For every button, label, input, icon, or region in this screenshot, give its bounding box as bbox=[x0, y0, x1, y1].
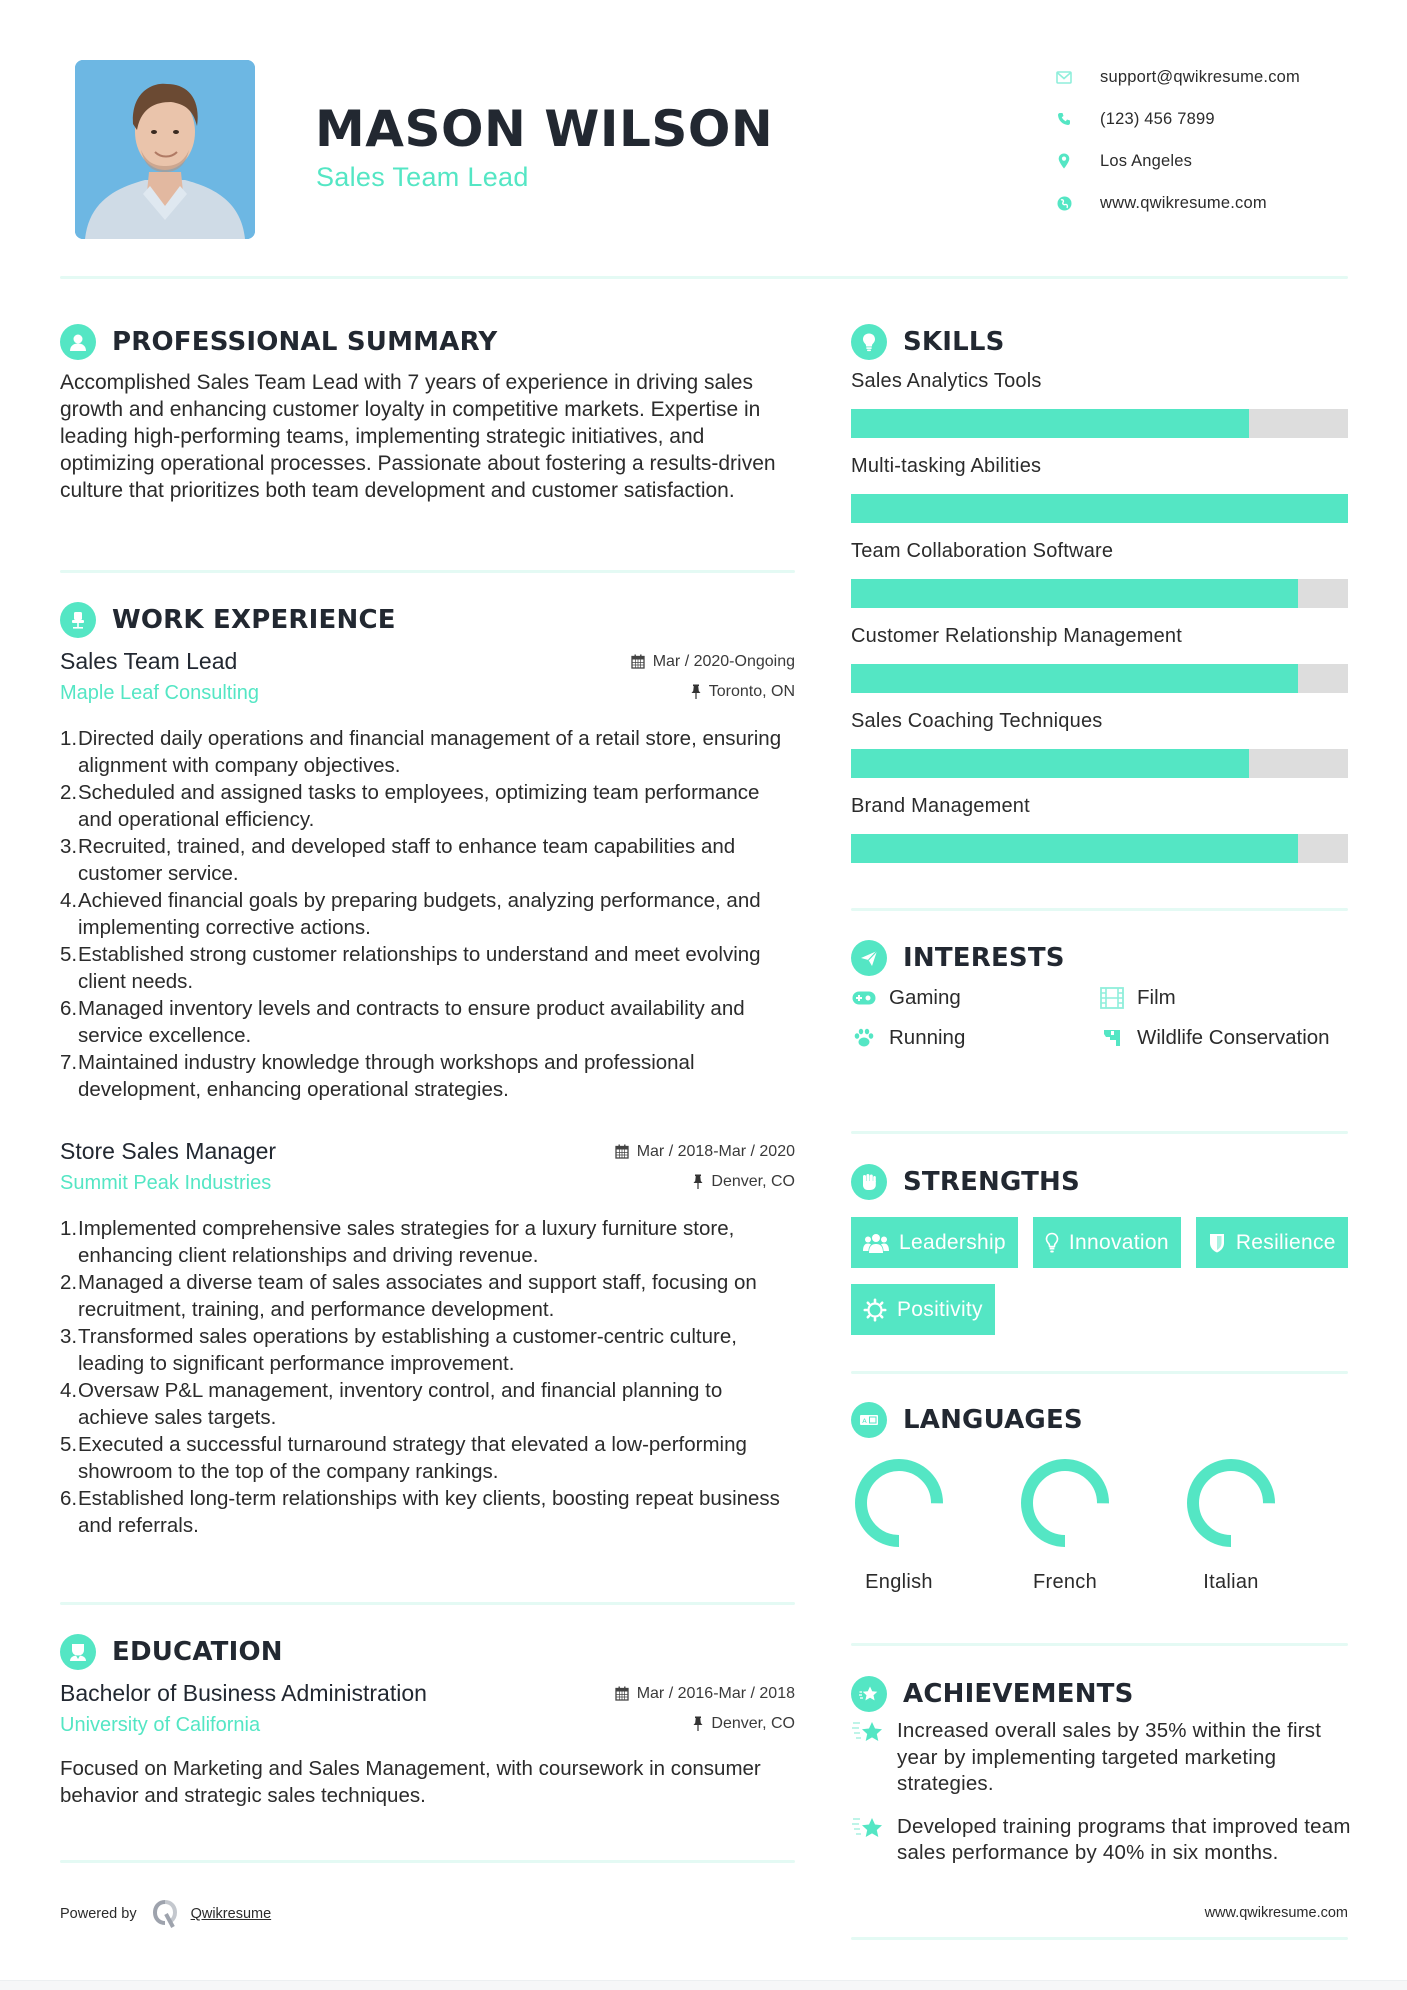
job-responsibilities bbox=[60, 725, 795, 1103]
candidate-title: Sales Team Lead bbox=[316, 162, 529, 192]
languages-list bbox=[851, 1455, 1349, 1594]
pushpin-icon bbox=[693, 1716, 703, 1731]
responsibility-item: 4. Oversaw P&L management, inventory control, and financial planning to achieve sales targets. bbox=[60, 1379, 723, 1429]
skills-heading bbox=[851, 324, 1005, 360]
film-icon bbox=[1099, 985, 1125, 1011]
phone-text: (123) 456 7899 bbox=[1100, 109, 1215, 128]
skill-item: Sales Analytics Tools bbox=[851, 370, 1348, 455]
skills-title: SKILLS bbox=[903, 327, 1005, 357]
job-dates-text: Mar / 2020-Ongoing bbox=[652, 652, 795, 670]
summary-divider bbox=[60, 570, 795, 573]
strengths-heading bbox=[851, 1164, 1080, 1200]
contact-email[interactable] bbox=[1055, 56, 1300, 98]
powered-by-label: Powered by bbox=[60, 1906, 137, 1922]
user-icon bbox=[60, 324, 96, 360]
interest-item: Running bbox=[851, 1025, 1099, 1051]
education-description: Focused on Marketing and Sales Management, with coursework in consumer behavior and strategic sales techniques. bbox=[60, 1757, 761, 1807]
job-dates bbox=[631, 653, 795, 671]
strengths-divider bbox=[851, 1371, 1348, 1374]
responsibility-item: 2. Managed a diverse team of sales associates and support staff, focusing on recruitment, training, and performance development. bbox=[60, 1271, 757, 1321]
job-company: Summit Peak Industries bbox=[60, 1172, 272, 1194]
strength-tag: Resilience bbox=[1196, 1217, 1348, 1268]
job-entry-1 bbox=[60, 648, 795, 1103]
paper-plane-icon bbox=[851, 940, 887, 976]
interests-heading bbox=[851, 940, 1065, 976]
sun-icon bbox=[863, 1298, 887, 1322]
achievement-item: Developed training programs that improved team sales performance by 40% in six months. bbox=[851, 1814, 1351, 1867]
interests-title: INTERESTS bbox=[903, 943, 1065, 973]
website-text: www.qwikresume.com bbox=[1100, 193, 1267, 212]
footer-website-link[interactable]: www.qwikresume.com bbox=[1204, 1905, 1348, 1921]
job-company: Maple Leaf Consulting bbox=[60, 682, 260, 704]
education-divider bbox=[60, 1860, 795, 1863]
responsibility-item: 2. Scheduled and assigned tasks to employees, optimizing team performance and operational efficiency. bbox=[60, 781, 760, 831]
achievement-item: Increased overall sales by 35% within the first year by implementing targeted marketing strategies. bbox=[851, 1718, 1351, 1798]
skills-divider bbox=[851, 908, 1348, 911]
skill-item: Multi-tasking Abilities bbox=[851, 455, 1348, 540]
job-location bbox=[691, 683, 795, 701]
skills-list bbox=[851, 370, 1348, 880]
strengths-title: STRENGTHS bbox=[903, 1167, 1080, 1197]
responsibility-item: 4. Achieved financial goals by preparing budgets, analyzing performance, and implementing corrective actions. bbox=[60, 889, 761, 939]
person-photo-illustration bbox=[75, 60, 255, 239]
qwikresume-logo-icon bbox=[153, 1900, 177, 1928]
qwikresume-link[interactable]: Qwikresume bbox=[190, 1906, 272, 1922]
translate-icon bbox=[851, 1402, 887, 1438]
interests-list bbox=[851, 985, 1351, 1051]
language-ring bbox=[1017, 1455, 1113, 1551]
skill-item: Sales Coaching Techniques bbox=[851, 710, 1348, 795]
wildlife-icon bbox=[1099, 1025, 1125, 1051]
fist-icon bbox=[851, 1164, 887, 1200]
job-role: Sales Team Lead bbox=[60, 648, 238, 674]
svg-text:A: A bbox=[862, 1417, 867, 1425]
job-location bbox=[693, 1173, 795, 1191]
strengths-list bbox=[851, 1217, 1351, 1335]
summary-text: Accomplished Sales Team Lead with 7 years of experience in driving sales growth and enhancing customer loyalty in competitive markets. Expertise in leading high-performing teams, implementing strategic initiatives, and optimizing operational processes. Passionate about fostering a results-driven culture that prioritizes both team development and customer satisfaction. bbox=[60, 371, 776, 502]
interests-divider bbox=[851, 1131, 1348, 1134]
header-divider bbox=[60, 276, 1348, 279]
lightbulb-icon bbox=[851, 324, 887, 360]
powered-by bbox=[60, 1900, 271, 1928]
strength-tag: Leadership bbox=[851, 1217, 1018, 1268]
skill-bar bbox=[851, 749, 1348, 778]
skill-bar bbox=[851, 409, 1348, 438]
shooting-star-icon bbox=[851, 1814, 885, 1844]
pushpin-icon bbox=[691, 684, 701, 699]
summary-title: PROFESSIONAL SUMMARY bbox=[112, 327, 498, 357]
language-ring bbox=[851, 1455, 947, 1551]
responsibility-item: 3. Recruited, trained, and developed staff to enhance team capabilities and customer service. bbox=[60, 835, 736, 885]
school-name: University of California bbox=[60, 1714, 261, 1736]
pushpin-icon bbox=[693, 1174, 703, 1189]
responsibility-item: 6. Managed inventory levels and contracts to ensure product availability and service excellence. bbox=[60, 997, 745, 1047]
office-chair-icon bbox=[60, 602, 96, 638]
experience-divider bbox=[60, 1602, 795, 1605]
interest-item: Wildlife Conservation bbox=[1099, 1025, 1349, 1051]
education-location-text: Denver, CO bbox=[711, 1714, 795, 1732]
calendar-icon bbox=[631, 654, 645, 669]
summary-heading bbox=[60, 324, 497, 360]
strength-tag: Innovation bbox=[1033, 1217, 1181, 1268]
achievements-heading bbox=[851, 1676, 1134, 1712]
job-dates-text: Mar / 2018-Mar / 2020 bbox=[636, 1142, 795, 1160]
phone-icon bbox=[1055, 110, 1073, 128]
language-item: French bbox=[1017, 1455, 1183, 1594]
contact-location bbox=[1055, 140, 1300, 182]
skill-bar bbox=[851, 834, 1348, 863]
achievements-title: ACHIEVEMENTS bbox=[903, 1679, 1134, 1709]
language-ring bbox=[1183, 1455, 1279, 1551]
calendar-icon bbox=[615, 1144, 629, 1159]
globe-icon bbox=[1055, 194, 1073, 212]
profile-photo bbox=[75, 60, 255, 239]
responsibility-item: 7. Maintained industry knowledge through workshops and professional development, enhancing operational strategies. bbox=[60, 1051, 695, 1101]
job-dates bbox=[615, 1143, 795, 1161]
skill-item: Team Collaboration Software bbox=[851, 540, 1348, 625]
skill-item: Customer Relationship Management bbox=[851, 625, 1348, 710]
skill-bar bbox=[851, 579, 1348, 608]
job-location-text: Denver, CO bbox=[711, 1172, 795, 1190]
experience-title: WORK EXPERIENCE bbox=[112, 605, 396, 635]
interest-item: Gaming bbox=[851, 985, 1099, 1011]
language-item: Italian bbox=[1183, 1455, 1349, 1594]
lightbulb-icon bbox=[1045, 1232, 1059, 1254]
language-item: English bbox=[851, 1455, 1017, 1594]
achievements-list bbox=[851, 1718, 1351, 1883]
contact-info bbox=[1055, 56, 1300, 224]
email-text: support@qwikresume.com bbox=[1100, 67, 1300, 86]
languages-title: LANGUAGES bbox=[903, 1405, 1083, 1435]
interest-item: Film bbox=[1099, 985, 1349, 1011]
footer-divider bbox=[851, 1937, 1348, 1940]
education-dates bbox=[615, 1685, 795, 1703]
education-entry bbox=[60, 1680, 795, 1809]
skill-bar bbox=[851, 664, 1348, 693]
contact-website[interactable] bbox=[1055, 182, 1300, 224]
degree: Bachelor of Business Administration bbox=[60, 1680, 427, 1706]
calendar-icon bbox=[615, 1686, 629, 1701]
paw-icon bbox=[851, 1025, 877, 1051]
graduate-icon bbox=[60, 1634, 96, 1670]
education-dates-text: Mar / 2016-Mar / 2018 bbox=[636, 1684, 795, 1702]
job-role: Store Sales Manager bbox=[60, 1138, 277, 1164]
job-responsibilities bbox=[60, 1215, 795, 1539]
star-badge-icon bbox=[851, 1676, 887, 1712]
envelope-icon bbox=[1055, 68, 1073, 86]
languages-heading bbox=[851, 1402, 1083, 1438]
education-title: EDUCATION bbox=[112, 1637, 283, 1667]
location-text: Los Angeles bbox=[1100, 151, 1193, 170]
responsibility-item: 5. Executed a successful turnaround strategy that elevated a low-performing showroom to the top of the company rankings. bbox=[60, 1433, 747, 1483]
responsibility-item: 1. Directed daily operations and financial management of a retail store, ensuring alignment with company objectives. bbox=[60, 727, 782, 777]
strength-tag: Positivity bbox=[851, 1284, 995, 1335]
responsibility-item: 3. Transformed sales operations by establishing a customer-centric culture, leading to significant performance improvement. bbox=[60, 1325, 737, 1375]
education-heading bbox=[60, 1634, 283, 1670]
responsibility-item: 6. Established long-term relationships with key clients, boosting repeat business and referrals. bbox=[60, 1487, 780, 1537]
shield-icon bbox=[1208, 1232, 1226, 1254]
map-pin-icon bbox=[1055, 152, 1073, 170]
users-icon bbox=[863, 1232, 889, 1254]
gamepad-icon bbox=[851, 985, 877, 1011]
job-location-text: Toronto, ON bbox=[708, 682, 795, 700]
languages-divider bbox=[851, 1643, 1348, 1646]
responsibility-item: 1. Implemented comprehensive sales strategies for a luxury furniture store, enhancing client relationships and driving revenue. bbox=[60, 1217, 735, 1267]
page-edge bbox=[0, 1980, 1407, 1990]
shooting-star-icon bbox=[851, 1718, 885, 1748]
job-entry-2 bbox=[60, 1138, 795, 1539]
contact-phone bbox=[1055, 98, 1300, 140]
responsibility-item: 5. Established strong customer relationships to understand and meet evolving client needs. bbox=[60, 943, 761, 993]
experience-heading bbox=[60, 602, 396, 638]
candidate-name: MASON WILSON bbox=[315, 100, 774, 158]
skill-bar bbox=[851, 494, 1348, 523]
education-location bbox=[693, 1715, 795, 1733]
skill-item: Brand Management bbox=[851, 795, 1348, 880]
